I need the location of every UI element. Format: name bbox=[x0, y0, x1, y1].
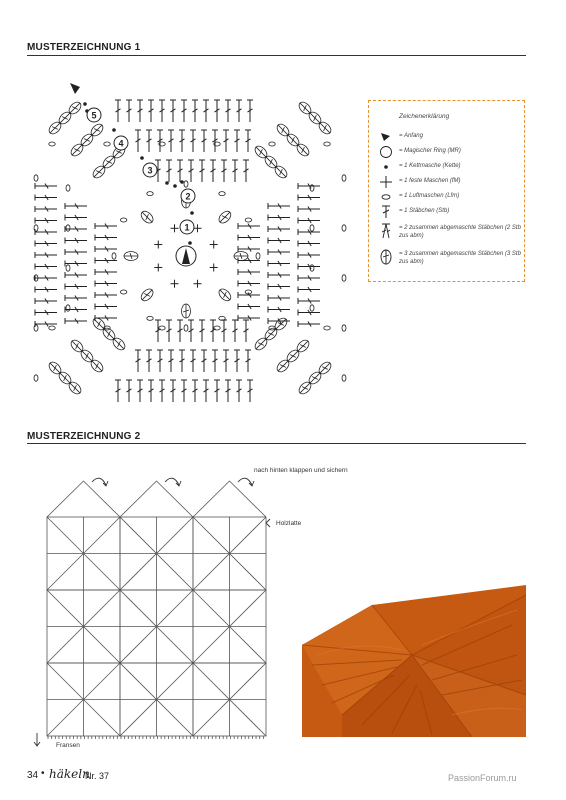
double-crochet-stitch bbox=[298, 264, 320, 270]
double-crochet-stitch bbox=[238, 235, 260, 241]
granny-square bbox=[193, 590, 266, 663]
granny-square bbox=[120, 590, 193, 663]
double-crochet-stitch bbox=[192, 380, 198, 402]
double-crochet-stitch bbox=[298, 241, 320, 247]
chain-stitch bbox=[342, 225, 346, 231]
fold-note: nach hinten klappen und sichern bbox=[254, 467, 348, 474]
slip-stitch bbox=[165, 181, 169, 185]
double-crochet-stitch bbox=[268, 238, 290, 244]
granny-square bbox=[120, 663, 193, 736]
double-crochet-stitch bbox=[238, 292, 260, 298]
double-crochet-stitch bbox=[135, 350, 141, 372]
double-crochet-stitch bbox=[65, 295, 87, 301]
chain-stitch bbox=[66, 265, 70, 271]
chain-stitch bbox=[147, 316, 153, 320]
double-crochet-stitch bbox=[238, 223, 260, 229]
double-crochet-stitch bbox=[243, 320, 249, 342]
double-crochet-stitch bbox=[268, 249, 290, 255]
svg-text:4: 4 bbox=[118, 138, 124, 149]
double-crochet-stitch bbox=[137, 100, 143, 122]
legend-item-chain: = 1 Luftmaschen (Lfm) bbox=[377, 190, 522, 204]
blanket-photo-image bbox=[302, 585, 526, 737]
start-arrow-icon bbox=[377, 130, 397, 144]
legend-box bbox=[368, 100, 525, 282]
double-crochet-stitch bbox=[223, 130, 229, 152]
chain-stitch bbox=[245, 218, 251, 222]
single-crochet-icon bbox=[377, 175, 397, 189]
fransen-arrow-icon bbox=[34, 733, 40, 746]
chain-stitch bbox=[66, 185, 70, 191]
double-crochet-stitch bbox=[177, 320, 183, 342]
double-crochet-stitch bbox=[190, 130, 196, 152]
svg-text:2: 2 bbox=[185, 191, 191, 202]
round-label-3 bbox=[143, 163, 157, 177]
double-crochet-stitch bbox=[298, 275, 320, 281]
slip-stitch bbox=[173, 184, 177, 188]
double-crochet-stitch bbox=[65, 284, 87, 290]
double-crochet-stitch bbox=[166, 320, 172, 342]
holzlatte-label: Holzlatte bbox=[276, 520, 302, 527]
double-crochet-stitch bbox=[115, 100, 121, 122]
single-crochet-stitch bbox=[154, 263, 162, 271]
double-crochet-stitch bbox=[238, 246, 260, 252]
double-crochet-stitch bbox=[190, 350, 196, 372]
double-crochet-stitch bbox=[170, 380, 176, 402]
double-crochet-stitch bbox=[65, 238, 87, 244]
single-crochet-stitch bbox=[171, 224, 179, 232]
single-crochet-stitch bbox=[171, 280, 179, 288]
fold-triangle bbox=[193, 481, 266, 517]
double-crochet-stitch bbox=[146, 350, 152, 372]
granny-square bbox=[193, 663, 266, 736]
chain-stitch bbox=[66, 225, 70, 231]
double-crochet-stitch bbox=[298, 218, 320, 224]
top-start-arrow-icon bbox=[70, 83, 80, 94]
slip-stitch-icon bbox=[377, 160, 397, 174]
double-crochet-stitch bbox=[181, 380, 187, 402]
square-grid bbox=[47, 481, 266, 739]
double-crochet-stitch bbox=[210, 320, 216, 342]
double-crochet-stitch bbox=[232, 160, 238, 182]
granny-square bbox=[120, 517, 193, 590]
holzlatte-arrow-icon bbox=[266, 519, 270, 527]
double-crochet-stitch bbox=[223, 350, 229, 372]
chain-stitch bbox=[34, 175, 38, 181]
double-crochet-stitch bbox=[268, 261, 290, 267]
double-crochet-stitch bbox=[188, 160, 194, 182]
dc3tog-stitch bbox=[124, 252, 138, 261]
chain-stitch bbox=[324, 142, 330, 146]
double-crochet-stitch bbox=[188, 320, 194, 342]
chain-stitch bbox=[342, 325, 346, 331]
double-crochet-stitch bbox=[236, 380, 242, 402]
round-label-2 bbox=[181, 189, 195, 203]
granny-square bbox=[193, 517, 266, 590]
legend-item-single-crochet: = 1 feste Maschen (fM) bbox=[377, 175, 522, 189]
round-label-5 bbox=[87, 108, 101, 122]
double-crochet-stitch bbox=[65, 261, 87, 267]
double-crochet-stitch bbox=[214, 100, 220, 122]
dc3tog-stitch bbox=[182, 304, 191, 318]
svg-text:5: 5 bbox=[91, 110, 97, 121]
double-crochet-stitch bbox=[199, 160, 205, 182]
double-crochet-stitch bbox=[146, 130, 152, 152]
double-crochet-stitch bbox=[298, 287, 320, 293]
double-crochet-stitch bbox=[238, 281, 260, 287]
double-crochet-stitch bbox=[115, 380, 121, 402]
double-crochet-stitch bbox=[166, 160, 172, 182]
double-crochet-stitch bbox=[247, 380, 253, 402]
double-crochet-stitch bbox=[181, 100, 187, 122]
double-crochet-stitch bbox=[95, 269, 117, 275]
chain-stitch bbox=[342, 375, 346, 381]
double-crochet-stitch bbox=[35, 241, 57, 247]
double-crochet-stitch bbox=[35, 275, 57, 281]
double-crochet-stitch bbox=[268, 215, 290, 221]
double-crochet-stitch bbox=[221, 320, 227, 342]
double-crochet-stitch bbox=[179, 130, 185, 152]
chain-stitch bbox=[120, 218, 126, 222]
double-crochet-stitch bbox=[221, 160, 227, 182]
double-crochet-stitch bbox=[212, 130, 218, 152]
section-rule-1 bbox=[27, 55, 526, 56]
chain-stitch bbox=[184, 325, 188, 331]
double-crochet-stitch bbox=[35, 264, 57, 270]
round-label-4 bbox=[114, 136, 128, 150]
double-crochet-stitch bbox=[232, 320, 238, 342]
double-crochet-stitch bbox=[236, 100, 242, 122]
double-crochet-stitch bbox=[234, 130, 240, 152]
legend-item-magic-ring: = Magischer Ring (MR) bbox=[377, 145, 522, 159]
dc2tog-icon bbox=[377, 222, 397, 240]
double-crochet-stitch bbox=[298, 206, 320, 212]
granny-square bbox=[47, 663, 120, 736]
double-crochet-stitch bbox=[225, 100, 231, 122]
double-crochet-stitch bbox=[177, 160, 183, 182]
double-crochet-stitch bbox=[35, 310, 57, 316]
double-crochet-stitch bbox=[95, 223, 117, 229]
page-number: 34 bbox=[27, 770, 39, 781]
dc3tog-stitch bbox=[139, 209, 155, 225]
double-crochet-stitch bbox=[157, 350, 163, 372]
double-crochet-stitch bbox=[212, 350, 218, 372]
double-crochet-stitch bbox=[65, 249, 87, 255]
chain-stitch bbox=[184, 181, 188, 187]
double-crochet-stitch bbox=[35, 206, 57, 212]
double-crochet-stitch bbox=[298, 321, 320, 327]
chain-stitch bbox=[104, 142, 110, 146]
legend-item-start: = Anfang bbox=[377, 130, 522, 144]
single-crochet-stitch bbox=[193, 280, 201, 288]
fold-triangle bbox=[47, 481, 120, 517]
double-crochet-stitch bbox=[201, 130, 207, 152]
double-crochet-stitch bbox=[298, 310, 320, 316]
round-label-1 bbox=[180, 220, 194, 234]
chain-stitch bbox=[49, 142, 55, 146]
chain-stitch bbox=[112, 253, 116, 259]
double-crochet-stitch bbox=[148, 380, 154, 402]
footer-bullet: • bbox=[41, 768, 45, 779]
chain-stitch bbox=[342, 275, 346, 281]
double-crochet-stitch bbox=[159, 100, 165, 122]
chain-stitch bbox=[219, 192, 225, 196]
single-crochet-stitch bbox=[210, 263, 218, 271]
double-crochet-stitch bbox=[179, 350, 185, 372]
double-crochet-stitch bbox=[247, 100, 253, 122]
double-crochet-stitch bbox=[95, 292, 117, 298]
double-crochet-stitch bbox=[95, 235, 117, 241]
double-crochet-stitch bbox=[135, 130, 141, 152]
double-crochet-stitch bbox=[35, 195, 57, 201]
legend-item-double-crochet: = 1 Stäbchen (Stb) bbox=[377, 205, 522, 219]
chain-stitch bbox=[147, 192, 153, 196]
cluster-group bbox=[47, 100, 333, 396]
chain-stitch-group bbox=[34, 142, 346, 381]
slip-stitch bbox=[83, 102, 87, 106]
double-crochet-stitch bbox=[268, 284, 290, 290]
issue-number: Nr. 37 bbox=[85, 771, 110, 781]
section-rule-2 bbox=[27, 443, 526, 444]
double-crochet-stitch bbox=[203, 100, 209, 122]
double-crochet-stitch bbox=[170, 100, 176, 122]
dc3tog-stitch bbox=[217, 209, 233, 225]
chain-stitch bbox=[310, 225, 314, 231]
double-crochet-stitch bbox=[126, 100, 132, 122]
watermark: PassionForum.ru bbox=[448, 773, 517, 783]
double-crochet-stitch bbox=[214, 380, 220, 402]
double-crochet-stitch bbox=[35, 229, 57, 235]
fold-triangle bbox=[120, 481, 193, 517]
double-crochet-stitch bbox=[298, 298, 320, 304]
slip-stitch bbox=[190, 211, 194, 215]
double-crochet-stitch bbox=[35, 252, 57, 258]
double-crochet-stitch bbox=[35, 218, 57, 224]
double-crochet-stitch bbox=[95, 246, 117, 252]
svg-text:1: 1 bbox=[184, 222, 190, 233]
legend-item-dc2tog: = 2 zusammen abgemaschte Stäbchen (2 Stb zus abm) bbox=[377, 222, 522, 244]
double-crochet-stitch bbox=[126, 380, 132, 402]
slip-stitch bbox=[188, 241, 192, 245]
double-crochet-stitch bbox=[268, 295, 290, 301]
double-crochet-stitch bbox=[65, 307, 87, 313]
dc3tog-stitch bbox=[217, 287, 233, 303]
start-arrow-icon bbox=[182, 248, 190, 264]
double-crochet-stitch bbox=[168, 350, 174, 372]
double-crochet-stitch bbox=[268, 203, 290, 209]
double-crochet-stitch bbox=[268, 226, 290, 232]
magic-ring-icon bbox=[377, 145, 397, 159]
legend-item-slip-stitch: = 1 Kettmasche (Kette) bbox=[377, 160, 522, 174]
double-crochet-stitch bbox=[155, 320, 161, 342]
double-crochet-stitch bbox=[245, 130, 251, 152]
single-crochet-stitch bbox=[193, 224, 201, 232]
chain-stitch bbox=[120, 290, 126, 294]
chain-stitch bbox=[324, 326, 330, 330]
crochet-chart-1 bbox=[30, 78, 350, 413]
double-crochet-stitch bbox=[157, 130, 163, 152]
double-crochet-stitch bbox=[210, 160, 216, 182]
legend-item-dc3tog: = 3 zusammen abgemaschte Stäbchen (3 Stb zus abm) bbox=[377, 248, 522, 270]
dc3tog-icon bbox=[377, 248, 397, 266]
double-crochet-stitch bbox=[234, 350, 240, 372]
double-crochet-stitch bbox=[159, 380, 165, 402]
granny-square bbox=[47, 517, 120, 590]
double-crochet-stitch bbox=[65, 215, 87, 221]
chain-stitch bbox=[34, 375, 38, 381]
double-crochet-stitch bbox=[201, 350, 207, 372]
dc3tog-stitch bbox=[139, 287, 155, 303]
double-crochet-stitch bbox=[238, 269, 260, 275]
chain-stitch bbox=[256, 253, 260, 259]
double-crochet-stitch bbox=[148, 100, 154, 122]
double-crochet-stitch bbox=[65, 318, 87, 324]
chain-stitch bbox=[310, 305, 314, 311]
dc3tog-stitch bbox=[234, 252, 248, 261]
legend-title: Zeichenerklärung bbox=[399, 113, 450, 120]
double-crochet-stitch bbox=[95, 258, 117, 264]
double-crochet-stitch bbox=[35, 183, 57, 189]
magazine-logo: häkeln bbox=[49, 767, 90, 781]
blanket-photo bbox=[302, 585, 526, 737]
chain-stitch bbox=[342, 175, 346, 181]
double-crochet-stitch bbox=[95, 304, 117, 310]
double-crochet-stitch bbox=[268, 272, 290, 278]
double-crochet-stitch bbox=[298, 195, 320, 201]
double-crochet-stitch bbox=[298, 252, 320, 258]
granny-square bbox=[47, 590, 120, 663]
chain-stitch-icon bbox=[377, 190, 397, 204]
double-crochet-stitch bbox=[243, 160, 249, 182]
double-crochet-icon bbox=[377, 205, 397, 219]
single-crochet-stitch bbox=[210, 241, 218, 249]
chain-stitch bbox=[269, 142, 275, 146]
slip-stitch bbox=[140, 156, 144, 160]
slip-stitch bbox=[180, 180, 184, 184]
double-crochet-stitch bbox=[199, 320, 205, 342]
section-title-1: MUSTERZEICHNUNG 1 bbox=[27, 42, 141, 53]
double-crochet-stitch bbox=[137, 380, 143, 402]
slip-stitch-group bbox=[83, 102, 194, 245]
chain-stitch bbox=[66, 305, 70, 311]
slip-stitch bbox=[112, 128, 116, 132]
double-crochet-stitch bbox=[35, 287, 57, 293]
double-crochet-stitch bbox=[268, 307, 290, 313]
double-crochet-stitch bbox=[203, 380, 209, 402]
double-crochet-stitch bbox=[298, 183, 320, 189]
double-crochet-stitch bbox=[245, 350, 251, 372]
fransen-label: Fransen bbox=[56, 742, 80, 749]
single-crochet-stitch bbox=[154, 241, 162, 249]
double-crochet-stitch bbox=[298, 229, 320, 235]
double-crochet-stitch bbox=[35, 298, 57, 304]
section-title-2: MUSTERZEICHNUNG 2 bbox=[27, 431, 141, 442]
double-crochet-stitch bbox=[192, 100, 198, 122]
assembly-diagram bbox=[30, 455, 290, 755]
double-crochet-stitch bbox=[65, 272, 87, 278]
svg-text:3: 3 bbox=[147, 165, 153, 176]
double-crochet-stitch bbox=[238, 304, 260, 310]
chain-stitch bbox=[49, 326, 55, 330]
double-crochet-stitch bbox=[225, 380, 231, 402]
double-crochet-stitch bbox=[95, 281, 117, 287]
double-crochet-stitch bbox=[168, 130, 174, 152]
double-crochet-stitch bbox=[65, 203, 87, 209]
